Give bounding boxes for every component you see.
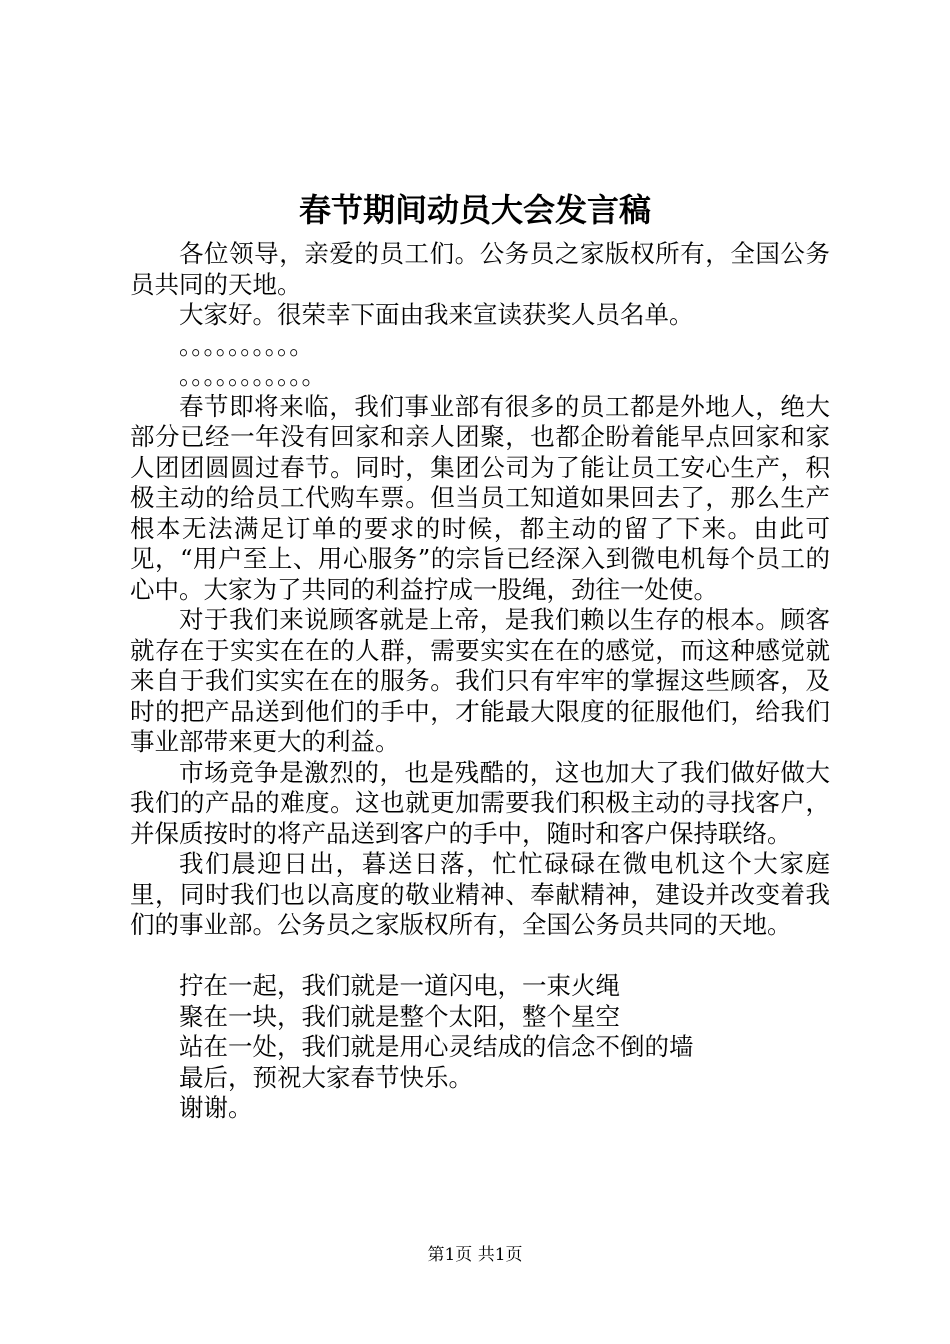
paragraph-dedication: 我们晨迎日出，暮送日落，忙忙碌碌在微电机这个大家庭里，同时我们也以高度的敬业精神、奉献精神，建设并改变着我们的事业部。公务员之家版权所有，全国公务员共同的天地。 (130, 849, 830, 939)
page-footer: 第1页 共1页 (427, 1245, 523, 1265)
verse-line: 站在一处，我们就是用心灵结成的信念不倒的墙 (179, 1032, 694, 1061)
placeholder-dots-2: 。。。。。。。。。。。 (179, 361, 326, 390)
placeholder-dots-1: 。。。。。。。。。。 (179, 330, 314, 360)
document-title: 春节期间动员大会发言稿 (298, 191, 651, 229)
document-body (130, 239, 830, 1124)
blank-line (130, 941, 830, 972)
closing-wishes: 最后，预祝大家春节快乐。 (179, 1062, 473, 1092)
paragraph-customers: 对于我们来说顾客就是上帝，是我们赖以生存的根本。顾客就存在于实实在在的人群，需要实实在在的感觉，而这种感觉就来自于我们实实在在的服务。我们只有牢牢的掌握这些顾客，及时的把产品送到他们的手中，才能最大限度的征服他们，给我们事业部带来更大的利益。 (130, 605, 830, 756)
paragraph-greeting: 各位领导，亲爱的员工们。公务员之家版权所有，全国公务员共同的天地。 (130, 239, 830, 299)
paragraph-competition: 市场竞争是激烈的，也是残酷的，这也加大了我们做好做大我们的产品的难度。这也就更加需要我们积极主动的寻找客户，并保质按时的将产品送到客户的手中，随时和客户保持联络。 (130, 757, 830, 848)
paragraph-announcement: 大家好。很荣幸下面由我来宣读获奖人员名单。 (179, 300, 694, 329)
verse-line: 聚在一块，我们就是整个太阳，整个星空 (179, 1001, 620, 1031)
verse-line: 拧在一起，我们就是一道闪电，一束火绳 (179, 971, 620, 1000)
paragraph-spring-festival: 春节即将来临，我们事业部有很多的员工都是外地人，绝大部分已经一年没有回家和亲人团聚，也都企盼着能早点回家和家人团团圆圆过春节。同时，集团公司为了能让员工安心生产，积极主动的给员工代购车票。但当员工知道如果回去了，那么生产根本无法满足订单的要求的时候，都主动的留了下来。由此可见，“用户至上、用心服务”的宗旨已经深入到微电机每个员工的心中。大家为了共同的利益拧成一股绳，劲往一处使。 (130, 391, 830, 604)
closing-thanks: 谢谢。 (179, 1093, 253, 1122)
